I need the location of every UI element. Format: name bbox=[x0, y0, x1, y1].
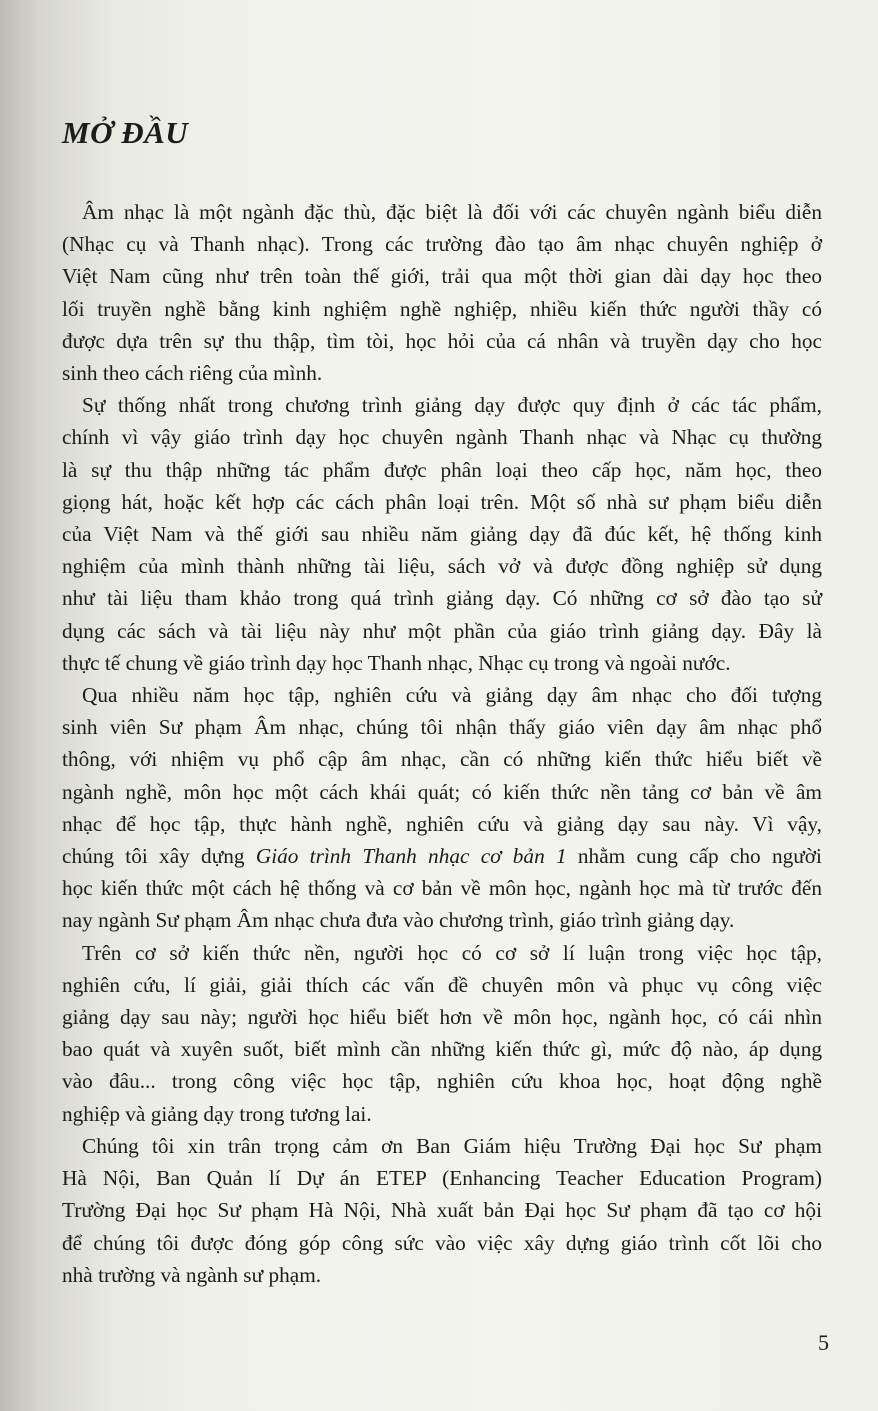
text-line: bao quát và xuyên suốt, biết mình cần những kiến thức gì, mức độ nào, áp dụng bbox=[62, 1037, 822, 1062]
paragraph bbox=[62, 1130, 822, 1291]
text-line: Chúng tôi xin trân trọng cảm ơn Ban Giám hiệu Trường Đại học Sư phạm bbox=[82, 1133, 822, 1158]
text-line: của Việt Nam và thế giới sau nhiều năm giảng dạy đã đúc kết, hệ thống kinh bbox=[62, 522, 822, 547]
text-line: nhà trường và ngành sư phạm. bbox=[62, 1262, 322, 1287]
paragraph bbox=[62, 937, 822, 1130]
text-line: nhạc để học tập, thực hành nghề, nghiên cứu và giảng dạy sau này. Vì vậy, bbox=[62, 811, 822, 836]
paragraph bbox=[62, 196, 822, 389]
page-number: 5 bbox=[818, 1330, 829, 1355]
text-line: Việt Nam cũng như trên toàn thế giới, trải qua một thời gian dài dạy học theo bbox=[62, 264, 822, 289]
text-line: Âm nhạc là một ngành đặc thù, đặc biệt là đối với các chuyên ngành biểu diễn bbox=[82, 200, 822, 224]
text-line: như tài liệu tham khảo trong quá trình giảng dạy. Có những cơ sở đào tạo sử bbox=[62, 586, 822, 611]
text-line: lối truyền nghề bằng kinh nghiệm nghề nghiệp, nhiều kiến thức người thầy có bbox=[62, 296, 822, 321]
text-line: nghiệm của mình thành những tài liệu, sách vở và được đồng nghiệp sử dụng bbox=[62, 554, 822, 579]
text-line: học kiến thức một cách hệ thống và cơ bản về môn học, ngành học mà từ trước đến bbox=[62, 876, 822, 901]
text-line: Qua nhiều năm học tập, nghiên cứu và giảng dạy âm nhạc cho đối tượng bbox=[82, 683, 822, 708]
text-line: Trường Đại học Sư phạm Hà Nội, Nhà xuất bản Đại học Sư phạm đã tạo cơ hội bbox=[62, 1198, 822, 1223]
text-line: dụng các sách và tài liệu này như một phần của giáo trình giảng dạy. Đây là bbox=[62, 618, 822, 643]
text-line: để chúng tôi được đóng góp công sức vào việc xây dựng giáo trình cốt lõi cho bbox=[62, 1230, 822, 1255]
text-line: nghiên cứu, lí giải, giải thích các vấn đề chuyên môn và phục vụ công việc bbox=[62, 972, 822, 997]
book-title: Giáo trình Thanh nhạc cơ bản 1 bbox=[255, 844, 567, 869]
text-line: sinh viên Sư phạm Âm nhạc, chúng tôi nhận thấy giáo viên dạy âm nhạc phổ bbox=[62, 715, 822, 740]
text-line: là sự thu thập những tác phẩm được phân loại theo cấp học, năm học, theo bbox=[62, 457, 822, 482]
text-line: vào đâu... trong công việc học tập, nghiên cứu khoa học, hoạt động nghề bbox=[62, 1069, 822, 1094]
text-line: Hà Nội, Ban Quản lí Dự án ETEP (Enhancing Teacher Education Program) bbox=[62, 1166, 822, 1191]
text-line: thông, với nhiệm vụ phổ cập âm nhạc, cần có những kiến thức hiểu biết về bbox=[62, 747, 822, 772]
paragraph bbox=[62, 679, 822, 937]
text-line: sinh theo cách riêng của mình. bbox=[62, 361, 323, 386]
text-line: Trên cơ sở kiến thức nền, người học có cơ sở lí luận trong việc học tập, bbox=[82, 940, 822, 965]
body-text bbox=[62, 196, 822, 1291]
text-line: giọng hát, hoặc kết hợp các cách phân loại trên. Một số nhà sư phạm biểu diễn bbox=[62, 489, 822, 514]
text-line: thực tế chung về giáo trình dạy học Thanh nhạc, Nhạc cụ trong và ngoài nước. bbox=[62, 650, 731, 675]
text-fragment: nhằm cung cấp cho người bbox=[566, 844, 822, 869]
text-line: nay ngành Sư phạm Âm nhạc chưa đưa vào chương trình, giáo trình giảng dạy. bbox=[62, 908, 735, 933]
paragraph bbox=[62, 389, 822, 679]
text-line: (Nhạc cụ và Thanh nhạc). Trong các trường đào tạo âm nhạc chuyên nghiệp ở bbox=[62, 232, 822, 257]
text-line: được dựa trên sự thu thập, tìm tòi, học hỏi của cá nhân và truyền dạy cho học bbox=[62, 328, 822, 353]
text-line: Sự thống nhất trong chương trình giảng dạy được quy định ở các tác phẩm, bbox=[82, 393, 822, 418]
text-line: ngành nghề, môn học một cách khái quát; có kiến thức nền tảng cơ bản về âm bbox=[62, 779, 822, 804]
text-line: nghiệp và giảng dạy trong tương lai. bbox=[62, 1101, 372, 1126]
text-line: chúng tôi xây dựng Giáo trình Thanh nhạc cơ bản 1 nhằm cung cấp cho người bbox=[62, 844, 822, 869]
text-line: giảng dạy sau này; người học hiểu biết hơn về môn học, ngành học, có cái nhìn bbox=[62, 1005, 822, 1030]
text-line: chính vì vậy giáo trình dạy học chuyên ngành Thanh nhạc và Nhạc cụ thường bbox=[62, 425, 822, 450]
page-title: MỞ ĐẦU bbox=[62, 115, 189, 150]
